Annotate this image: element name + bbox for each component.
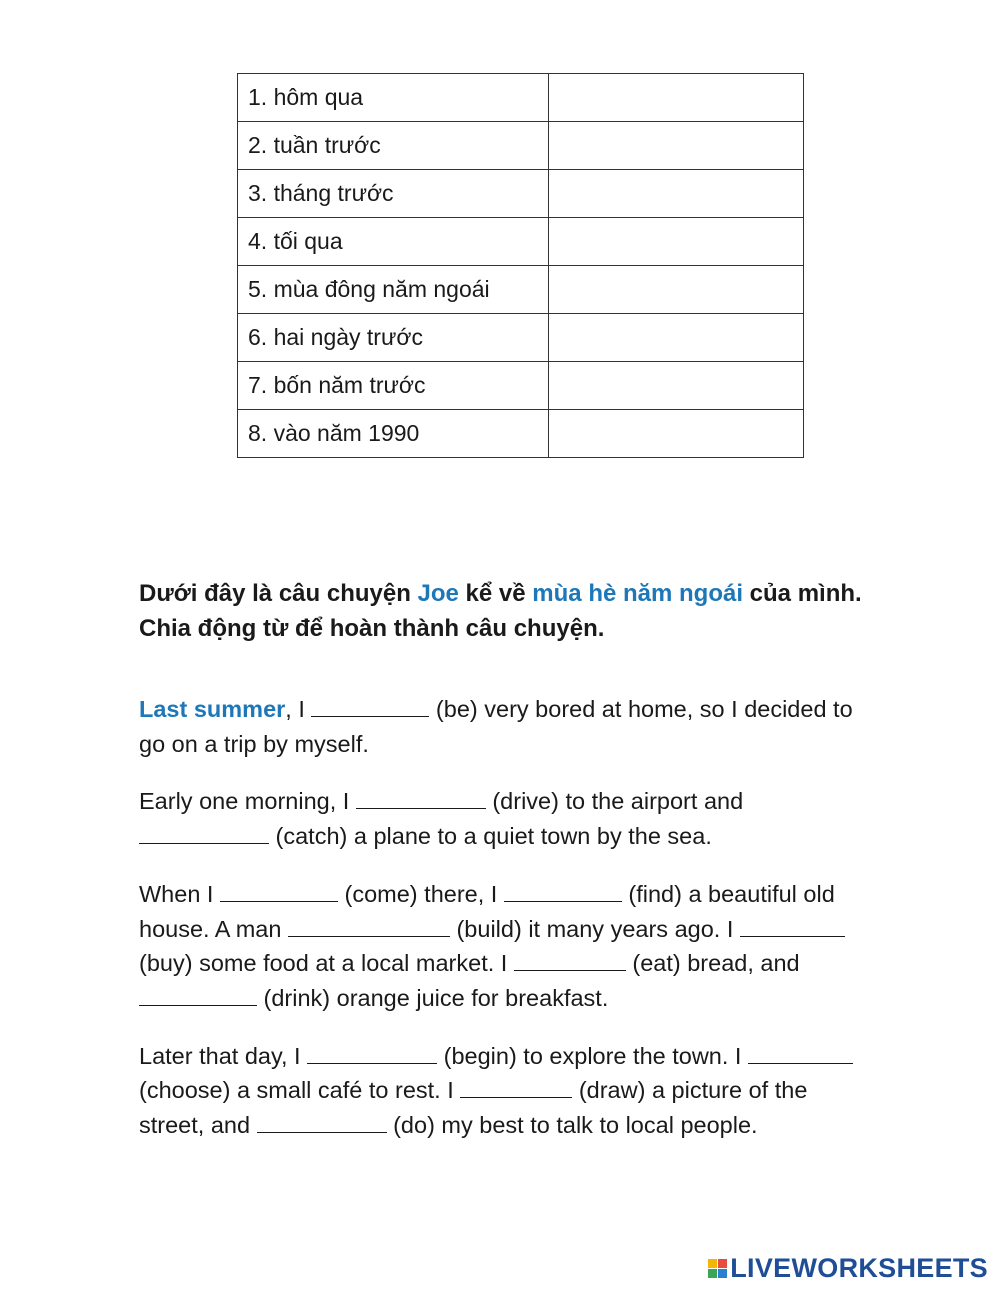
- story-lead: Last summer: [139, 696, 286, 722]
- instruction-part: kể về: [458, 580, 533, 607]
- vocab-term: 6. hai ngày trước: [238, 314, 549, 362]
- story: [139, 692, 879, 1166]
- logo-block: [708, 1269, 717, 1278]
- blank-catch[interactable]: [139, 824, 269, 844]
- logo-text: LIVEWORKSHEETS: [730, 1253, 988, 1283]
- blank-draw[interactable]: [460, 1078, 572, 1098]
- answer-input-6[interactable]: [549, 314, 803, 361]
- vocab-term: 3. tháng trước: [238, 170, 549, 218]
- story-text: (drink) orange juice for breakfast.: [257, 984, 609, 1011]
- story-text: (be) very bored at home, so I decided to go on a trip by myself.: [139, 696, 853, 757]
- answer-cell[interactable]: [549, 362, 804, 410]
- instruction-text: [139, 576, 879, 646]
- story-text: When I: [139, 880, 220, 907]
- answer-input-2[interactable]: [549, 122, 803, 169]
- table-row: [238, 410, 804, 458]
- instruction-part: Dưới đây là câu chuyện: [139, 580, 418, 607]
- blank-be[interactable]: [311, 697, 429, 717]
- answer-cell[interactable]: [549, 170, 804, 218]
- vocab-term: 4. tối qua: [238, 218, 549, 266]
- blank-come[interactable]: [220, 882, 338, 902]
- table-row: [238, 170, 804, 218]
- logo-block: [718, 1259, 727, 1268]
- vocab-term: 7. bốn năm trước: [238, 362, 549, 410]
- logo-block: [718, 1269, 727, 1278]
- story-text: (build) it many years ago. I: [449, 915, 740, 942]
- vocab-term: 1. hôm qua: [238, 74, 549, 122]
- blank-drive[interactable]: [356, 789, 486, 809]
- answer-cell[interactable]: [549, 314, 804, 362]
- answer-input-4[interactable]: [549, 218, 803, 265]
- vocab-term: 5. mùa đông năm ngoái: [238, 266, 549, 314]
- blank-eat[interactable]: [514, 951, 626, 971]
- story-text: Early one morning, I: [139, 788, 356, 815]
- table-row: [238, 266, 804, 314]
- instruction-highlight-time: mùa hè năm ngoái: [532, 580, 743, 607]
- answer-input-8[interactable]: [549, 410, 803, 457]
- story-text: (eat) bread, and: [625, 950, 800, 977]
- instruction-part: của mình. Chia động từ để hoàn thành câu chuyện.: [139, 580, 862, 642]
- blank-choose[interactable]: [748, 1044, 853, 1064]
- vocab-table: [237, 73, 804, 458]
- table-row: [238, 122, 804, 170]
- story-text: (do) my best to talk to local people.: [386, 1112, 758, 1139]
- logo-block: [708, 1259, 717, 1268]
- story-paragraph-2: [139, 784, 879, 853]
- vocab-term: 2. tuần trước: [238, 122, 549, 170]
- table-row: [238, 74, 804, 122]
- story-text: (buy) some food at a local market. I: [139, 950, 514, 977]
- story-text: (catch) a plane to a quiet town by the sea.: [269, 823, 712, 850]
- story-text: (find) a beautiful old house. A man: [139, 880, 835, 942]
- table-row: [238, 314, 804, 362]
- table-row: [238, 218, 804, 266]
- story-text: (drive) to the airport and: [485, 788, 744, 815]
- blank-do[interactable]: [257, 1113, 387, 1133]
- story-text: (choose) a small café to rest. I: [139, 1077, 461, 1104]
- answer-input-3[interactable]: [549, 170, 803, 217]
- answer-input-7[interactable]: [549, 362, 803, 409]
- blank-find[interactable]: [504, 882, 622, 902]
- story-text: , I: [285, 696, 312, 722]
- liveworksheets-logo: [708, 1253, 988, 1284]
- story-text: (draw) a picture of the street, and: [139, 1077, 808, 1139]
- story-text: (come) there, I: [337, 880, 504, 907]
- answer-cell[interactable]: [549, 74, 804, 122]
- answer-cell[interactable]: [549, 266, 804, 314]
- answer-input-5[interactable]: [549, 266, 803, 313]
- story-text: (begin) to explore the town. I: [437, 1042, 748, 1069]
- blank-buy[interactable]: [740, 917, 845, 937]
- story-paragraph-3: [139, 877, 879, 1016]
- blank-begin[interactable]: [307, 1044, 437, 1064]
- story-text: Later that day, I: [139, 1042, 308, 1069]
- logo-blocks-icon: [708, 1259, 727, 1278]
- instruction-highlight-name: Joe: [417, 580, 459, 607]
- vocab-term: 8. vào năm 1990: [238, 410, 549, 458]
- answer-input-1[interactable]: [549, 74, 803, 121]
- table-row: [238, 362, 804, 410]
- blank-drink[interactable]: [139, 986, 257, 1006]
- answer-cell[interactable]: [549, 122, 804, 170]
- answer-cell[interactable]: [549, 218, 804, 266]
- story-paragraph-4: [139, 1039, 879, 1143]
- blank-build[interactable]: [288, 917, 450, 937]
- answer-cell[interactable]: [549, 410, 804, 458]
- story-paragraph-1: [139, 692, 879, 761]
